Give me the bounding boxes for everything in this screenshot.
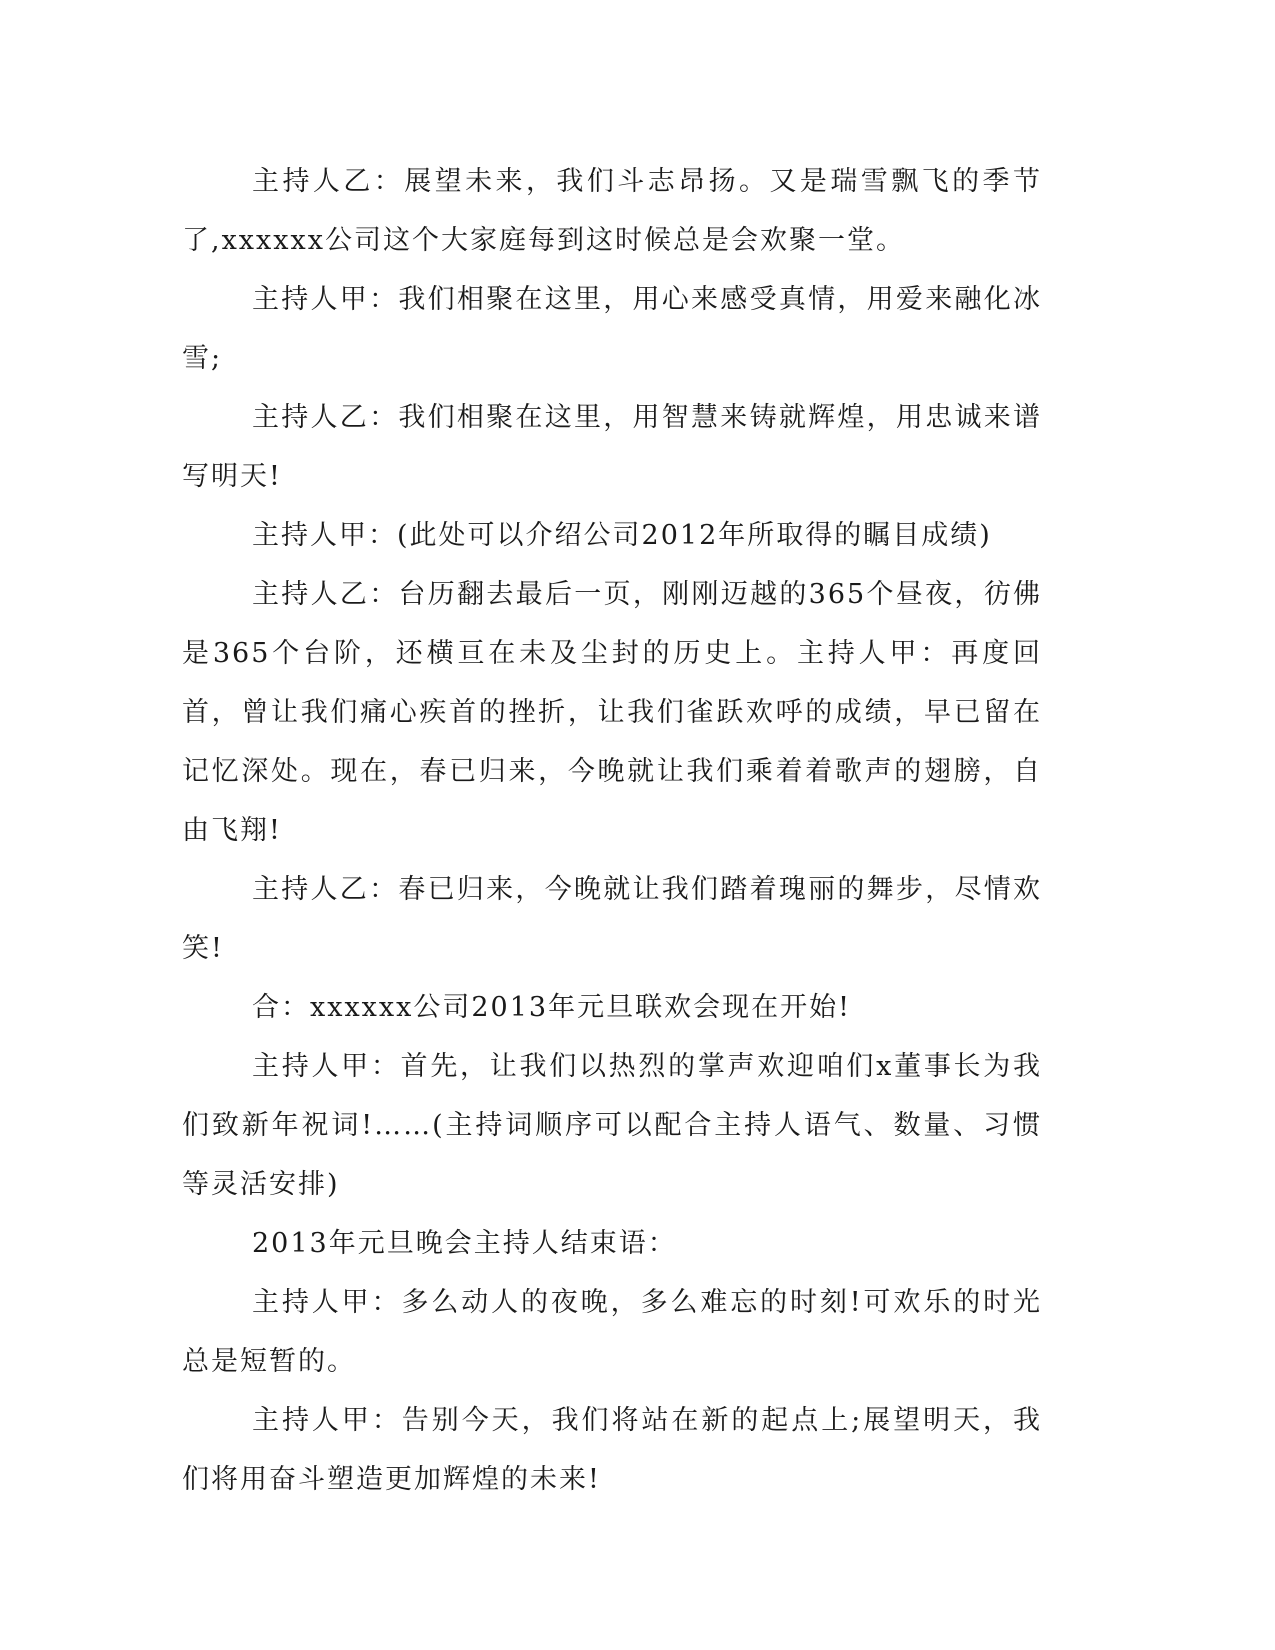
paragraph-3: 主持人乙：我们相聚在这里，用智慧来铸就辉煌，用忠诚来谱写明天! <box>182 402 1042 492</box>
document-body <box>182 152 1042 1509</box>
paragraph-11: 主持人甲：告别今天，我们将站在新的起点上;展望明天，我们将用奋斗塑造更加辉煌的未来! <box>182 1405 1042 1495</box>
paragraph-6: 主持人乙：春已归来，今晚就让我们踏着瑰丽的舞步，尽情欢笑! <box>182 874 1042 964</box>
paragraph-5: 主持人乙：台历翻去最后一页，刚刚迈越的365个昼夜，彷佛是365个台阶，还横亘在未及尘封的历史上。主持人甲：再度回首，曾让我们痛心疾首的挫折，让我们雀跃欢呼的成绩，早已留在记忆深处。现在，春已归来，今晚就让我们乘着着歌声的翅膀，自由飞翔! <box>182 579 1042 846</box>
paragraph-9: 2013年元旦晚会主持人结束语： <box>252 1228 677 1259</box>
paragraph-1: 主持人乙：展望未来，我们斗志昂扬。又是瑞雪飘飞的季节了,xxxxxx公司这个大家庭每到这时候总是会欢聚一堂。 <box>182 166 1042 256</box>
paragraph-8: 主持人甲：首先，让我们以热烈的掌声欢迎咱们x董事长为我们致新年祝词!……(主持词顺序可以配合主持人语气、数量、习惯等灵活安排) <box>182 1051 1042 1200</box>
paragraph-7: 合：xxxxxx公司2013年元旦联欢会现在开始! <box>252 992 851 1023</box>
paragraph-2: 主持人甲：我们相聚在这里，用心来感受真情，用爱来融化冰雪; <box>182 284 1042 374</box>
paragraph-10: 主持人甲：多么动人的夜晚，多么难忘的时刻!可欢乐的时光总是短暂的。 <box>182 1287 1042 1377</box>
paragraph-4: 主持人甲：(此处可以介绍公司2012年所取得的瞩目成绩) <box>252 520 992 551</box>
